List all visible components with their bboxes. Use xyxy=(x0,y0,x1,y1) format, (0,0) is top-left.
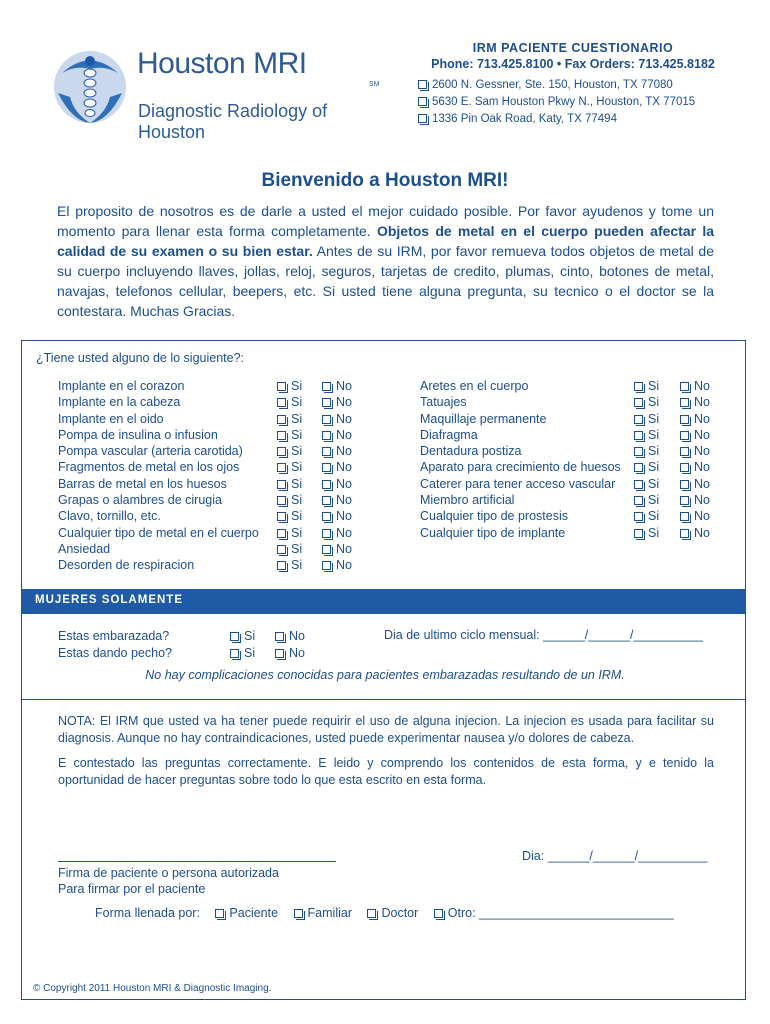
logo xyxy=(52,43,397,142)
yes-option[interactable]: Si xyxy=(634,378,659,394)
welcome-heading: Bienvenido a Houston MRI! xyxy=(261,170,509,191)
option-doctor[interactable]: Doctor xyxy=(367,906,418,920)
no-option[interactable]: No xyxy=(322,525,352,541)
checkbox-icon[interactable] xyxy=(322,431,331,440)
no-option[interactable]: No xyxy=(322,557,352,573)
yes-option[interactable]: Si xyxy=(277,492,302,508)
no-option[interactable]: No xyxy=(680,378,710,394)
checkbox-icon[interactable] xyxy=(277,529,286,538)
filled-by-row xyxy=(95,906,674,920)
no-option[interactable]: No xyxy=(680,492,710,508)
question-list-right xyxy=(420,378,621,541)
checkbox-icon[interactable] xyxy=(680,398,689,407)
intro-paragraph: El proposito de nosotros es de darle a usted el mejor cuidado posible. Por favor ayudenos y tome un momento para llenar esta forma completamente. Objetos de metal en el cuerpo pueden afectar la calidad de su examen o su bien estar. Antes de su IRM, por favor remueva todos objetos de metal de su cuerpo incluyendo llaves, jollas, reloj, seguros, tarjetas de credito, plumas, cinto, botones de metal, navajas, telefonos cellular, beepers, etc. Si usted tiene alguna pregunta, su tecnico o el doctor se la contestara. Muchas Gracias. xyxy=(57,203,714,319)
question-item: Ansiedad xyxy=(58,541,111,556)
question-item: Pompa vascular (arteria carotida) xyxy=(58,444,243,459)
checkbox-icon[interactable] xyxy=(634,480,643,489)
no-option[interactable]: No xyxy=(322,508,352,524)
checkbox-icon[interactable] xyxy=(418,80,427,89)
checkbox-icon[interactable] xyxy=(634,463,643,472)
address-item: 5630 E. Sam Houston Pkwy N., Houston, TX 77015 xyxy=(418,94,728,111)
yes-option[interactable]: Si xyxy=(277,557,302,573)
question-item: Tatuajes xyxy=(420,395,467,410)
no-option[interactable]: No xyxy=(680,427,710,443)
question-item: Barras de metal en los huesos xyxy=(58,476,227,491)
checkbox-icon[interactable] xyxy=(277,398,286,407)
yes-option[interactable]: Si xyxy=(634,508,659,524)
checkbox-icon[interactable] xyxy=(680,529,689,538)
pregnancy-note: No hay complicaciones conocidas para pacientes embarazadas resultando de un IRM. xyxy=(145,668,625,682)
questions-heading: ¿Tiene usted alguno de lo siguiente?: xyxy=(36,351,245,365)
no-option[interactable]: No xyxy=(322,443,352,459)
yes-option[interactable]: Si xyxy=(277,525,302,541)
question-item: Implante en el oido xyxy=(58,411,164,426)
yes-option[interactable]: Si xyxy=(277,459,302,475)
no-option[interactable]: No xyxy=(322,427,352,443)
checkbox-icon[interactable] xyxy=(322,382,331,391)
checkbox-icon[interactable] xyxy=(322,463,331,472)
brand-name: Houston MRI xyxy=(137,47,307,80)
question-item: Diafragma xyxy=(420,427,478,442)
no-option[interactable]: No xyxy=(680,411,710,427)
yes-option[interactable]: Si xyxy=(634,525,659,541)
checkbox-icon[interactable] xyxy=(322,447,331,456)
address-item: 2600 N. Gessner, Ste. 150, Houston, TX 77080 xyxy=(418,77,728,94)
checkbox-icon[interactable] xyxy=(418,97,427,106)
checkbox-icon[interactable] xyxy=(634,382,643,391)
injection-note: NOTA: El IRM que usted va ha tener puede requirir el uso de alguna injecion. La injecion es usada para facilitar su diagnosis. Aunque no hay contraindicaciones, usted puede experimentar nausea y/o dolores de cabeza. xyxy=(58,714,714,745)
checkbox-icon[interactable] xyxy=(322,529,331,538)
no-option[interactable]: No xyxy=(680,525,710,541)
pregnancy-no-options: No No xyxy=(275,628,305,661)
no-column-right xyxy=(680,378,710,541)
no-option[interactable]: No xyxy=(322,492,352,508)
women-only-bar: MUJERES SOLAMENTE xyxy=(21,589,746,614)
no-option[interactable]: No xyxy=(322,378,352,394)
yes-column-left xyxy=(277,378,302,574)
brand-subtitle: Diagnostic Radiology of Houston xyxy=(138,101,328,142)
question-item: Miembro artificial xyxy=(420,493,515,508)
question-item: Dentadura postiza xyxy=(420,444,522,459)
option-otro[interactable]: Otro: ____________________________ xyxy=(434,906,674,920)
checkbox-icon[interactable] xyxy=(230,632,239,641)
signature-sublabel: Para firmar por el paciente xyxy=(58,882,206,896)
pregnancy-questions xyxy=(58,628,172,661)
yes-option[interactable]: Si xyxy=(277,411,302,427)
last-cycle-date-field[interactable]: Dia de ultimo ciclo mensual: ______/______/__________ xyxy=(384,628,703,642)
yes-option[interactable]: Si xyxy=(634,394,659,410)
yes-column-right xyxy=(634,378,659,541)
yes-option[interactable]: Si xyxy=(277,476,302,492)
checkbox-icon[interactable] xyxy=(634,415,643,424)
checkbox-icon[interactable] xyxy=(322,545,331,554)
option-paciente[interactable]: Paciente xyxy=(215,906,278,920)
question-item: Clavo, tornillo, etc. xyxy=(58,509,161,524)
checkbox-icon[interactable] xyxy=(277,431,286,440)
no-option[interactable]: No xyxy=(322,541,352,557)
question-item: Cualquier tipo de metal en el cuerpo xyxy=(58,525,259,540)
checkbox-icon[interactable] xyxy=(277,545,286,554)
no-option[interactable]: No xyxy=(322,476,352,492)
checkbox-icon[interactable] xyxy=(277,463,286,472)
checkbox-icon[interactable] xyxy=(215,909,224,918)
brand-service-mark: SM xyxy=(369,81,380,88)
yes-option[interactable]: Si xyxy=(634,443,659,459)
phone-fax: Phone: 713.425.8100 • Fax Orders: 713.425.8182 xyxy=(431,57,715,71)
question-item: Cualquier tipo de implante xyxy=(420,525,566,540)
checkbox-icon[interactable] xyxy=(367,909,376,918)
checkbox-icon[interactable] xyxy=(634,398,643,407)
checkbox-icon[interactable] xyxy=(680,415,689,424)
yes-option[interactable]: Si xyxy=(634,427,659,443)
checkbox-icon[interactable] xyxy=(322,496,331,505)
question-breastfeeding: Estas dando pecho? xyxy=(58,645,172,660)
no-option[interactable]: No xyxy=(322,459,352,475)
address-list xyxy=(418,77,728,128)
header-contact xyxy=(418,41,728,128)
copyright: © Copyright 2011 Houston MRI & Diagnostic Imaging. xyxy=(33,983,272,994)
question-item: Aparato para crecimiento de huesos xyxy=(420,460,621,475)
checkbox-icon[interactable] xyxy=(275,649,284,658)
checkbox-icon[interactable] xyxy=(634,447,643,456)
checkbox-icon[interactable] xyxy=(634,496,643,505)
no-option[interactable]: No xyxy=(680,443,710,459)
signature-date-field[interactable]: Dia: ______/______/__________ xyxy=(522,849,708,863)
signature-line[interactable] xyxy=(58,861,336,862)
no-option[interactable]: No xyxy=(322,394,352,410)
yes-option[interactable]: Si xyxy=(634,411,659,427)
signature-label: Firma de paciente o persona autorizada xyxy=(58,866,279,880)
yes-option[interactable]: Si xyxy=(277,541,302,557)
yes-option[interactable]: Si xyxy=(277,443,302,459)
consent-statement: E contestado las preguntas correctamente. E leido y comprendo los contenidos de esta forma, y e tenido la oportunidad de hacer preguntas sobre todo lo que esta escrito en esta forma. xyxy=(58,756,714,787)
question-item: Cualquier tipo de prostesis xyxy=(420,509,568,524)
checkbox-icon[interactable] xyxy=(634,431,643,440)
question-item: Aretes en el cuerpo xyxy=(420,379,529,393)
question-item: Grapas o alambres de cirugia xyxy=(58,493,222,508)
no-option[interactable]: No xyxy=(680,508,710,524)
checkbox-icon[interactable] xyxy=(322,398,331,407)
checkbox-icon[interactable] xyxy=(322,480,331,489)
question-item: Caterer para tener acceso vascular xyxy=(420,476,616,491)
yes-option[interactable]: Si xyxy=(634,492,659,508)
yes-option[interactable]: Si xyxy=(277,394,302,410)
checkbox-icon[interactable] xyxy=(434,909,443,918)
option-familiar[interactable]: Familiar xyxy=(294,906,352,920)
checkbox-icon[interactable] xyxy=(322,561,331,570)
checkbox-icon[interactable] xyxy=(322,415,331,424)
address-item: 1336 Pin Oak Road, Katy, TX 77494 xyxy=(418,111,728,128)
question-pregnant: Estas embarazada? xyxy=(58,629,170,643)
checkbox-icon[interactable] xyxy=(418,114,427,123)
checkbox-icon[interactable] xyxy=(277,561,286,570)
checkbox-icon[interactable] xyxy=(634,512,643,521)
checkbox-icon[interactable] xyxy=(277,382,286,391)
checkbox-icon[interactable] xyxy=(294,909,303,918)
form-title: IRM PACIENTE CUESTIONARIO xyxy=(472,41,674,55)
question-item: Implante en la cabeza xyxy=(58,395,181,410)
no-option[interactable]: No xyxy=(680,476,710,492)
checkbox-icon[interactable] xyxy=(230,649,239,658)
yes-option[interactable]: Si xyxy=(277,378,302,394)
checkbox-icon[interactable] xyxy=(680,382,689,391)
filled-by-label: Forma llenada por: xyxy=(95,906,200,920)
checkbox-icon[interactable] xyxy=(275,632,284,641)
question-item: Desorden de respiracion xyxy=(58,558,195,573)
checkbox-icon[interactable] xyxy=(680,496,689,505)
question-item: Pompa de insulina o infusion xyxy=(58,427,218,442)
yes-option[interactable]: Si xyxy=(277,427,302,443)
checkbox-icon[interactable] xyxy=(277,480,286,489)
no-option[interactable]: No xyxy=(680,459,710,475)
checkbox-icon[interactable] xyxy=(277,512,286,521)
checkbox-icon[interactable] xyxy=(634,529,643,538)
checkbox-icon[interactable] xyxy=(680,431,689,440)
checkbox-icon[interactable] xyxy=(322,512,331,521)
pregnancy-yes-options: Si Si xyxy=(230,628,255,661)
question-list-left xyxy=(58,378,259,574)
checkbox-icon[interactable] xyxy=(680,512,689,521)
no-option[interactable]: No xyxy=(322,411,352,427)
spine-logo-icon xyxy=(52,43,132,133)
checkbox-icon[interactable] xyxy=(277,447,286,456)
yes-option[interactable]: Si xyxy=(634,459,659,475)
yes-option[interactable]: Si xyxy=(277,508,302,524)
question-item: Implante en el corazon xyxy=(58,379,185,393)
checkbox-icon[interactable] xyxy=(680,480,689,489)
checkbox-icon[interactable] xyxy=(277,496,286,505)
no-column-left xyxy=(322,378,352,574)
checkbox-icon[interactable] xyxy=(680,463,689,472)
question-item: Fragmentos de metal en los ojos xyxy=(58,460,240,475)
question-item: Maquillaje permanente xyxy=(420,411,547,426)
yes-option[interactable]: Si xyxy=(634,476,659,492)
divider xyxy=(21,699,746,700)
no-option[interactable]: No xyxy=(680,394,710,410)
checkbox-icon[interactable] xyxy=(277,415,286,424)
checkbox-icon[interactable] xyxy=(680,447,689,456)
